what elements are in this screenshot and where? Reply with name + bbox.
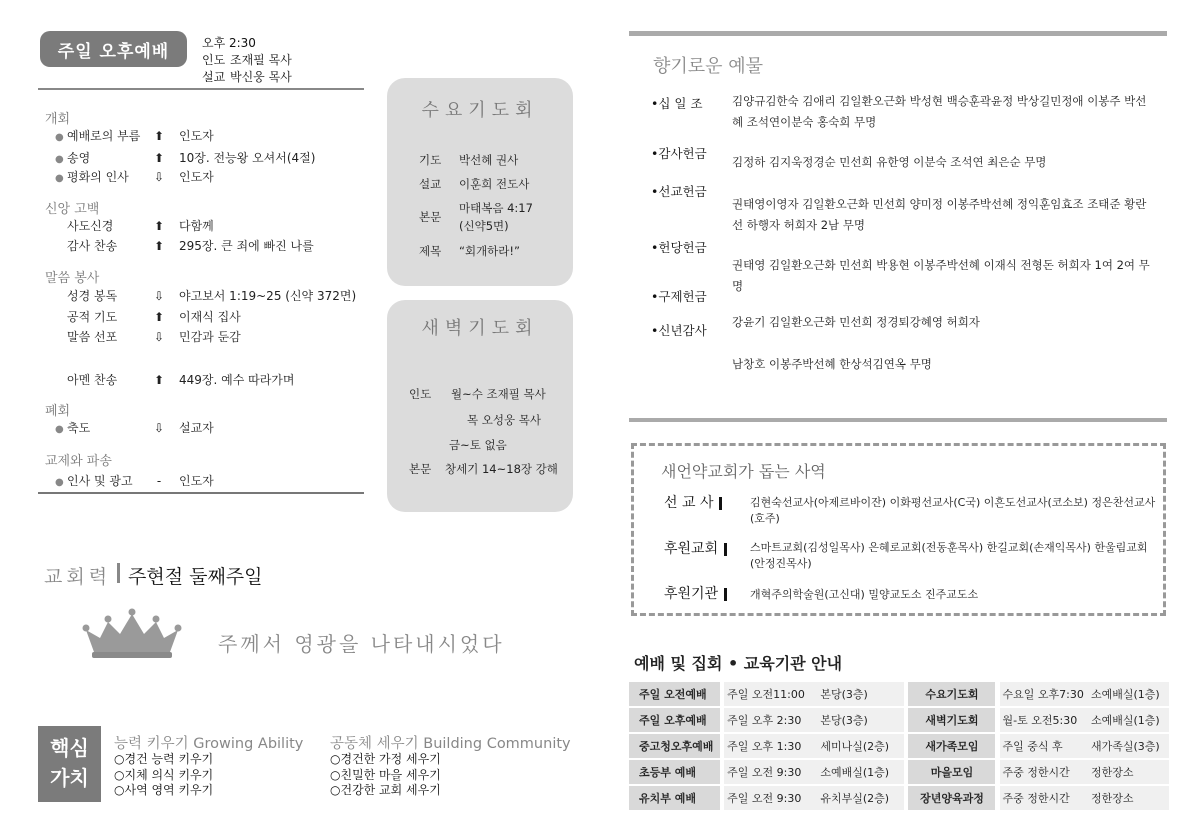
list-item: ○경건한 가정 세우기 <box>330 752 441 766</box>
offering-names: 김양규김한숙 김애리 김일환오근화 박성현 백승훈곽윤정 박상길민정애 이봉주 박선혜 조석연이분숙 홍숙희 무명 <box>732 94 1147 129</box>
offering-names: 김정하 김지욱정경순 민선희 유한영 이분숙 조석연 최은순 무명 <box>732 155 1047 169</box>
divider <box>629 31 1167 36</box>
offering-names: 권태영이영자 김일환오근화 민선희 양미정 이봉주박선혜 정익훈임효조 조태준 황란선 하행자 허희자 2남 무명 <box>732 197 1147 232</box>
offering-category: •신년감사 <box>651 323 707 338</box>
dawn-title: 새벽기도회 <box>421 318 539 339</box>
wednesday-prayer-box <box>387 78 573 286</box>
leader-label: 인도 <box>202 53 226 67</box>
order-item: ● 예배로의 부름 ⬆ 인도자 <box>55 129 214 143</box>
core-values-badge <box>38 726 101 802</box>
ministry-title: 새언약교회가 돕는 사역 <box>661 462 826 481</box>
section-opening: 개회 <box>45 112 71 127</box>
ministry-missionaries: 김현숙선교사(아제르바이잔) 이화평선교사(C국) 이흔도선교사(코소보) 정은찬선교사(호주) <box>750 496 1156 525</box>
table-row: 주일 오후예배 주일 오후 2:30 본당(3층) 새벽기도회 월-토 오전5:30 소예배실(1층) <box>629 708 1169 732</box>
service-time: 오후 2:30 <box>202 36 256 50</box>
community-title: 공동체 세우기 Building Community <box>330 736 571 752</box>
table-row: 중고청오후예배 주일 오후 1:30 세미나실(2층) 새가족모임 주일 중식 후 새가족실(3층) <box>629 734 1169 758</box>
dawn-prayer-box <box>387 300 573 512</box>
service-leader: 조재필 목사 <box>230 53 292 67</box>
order-item: ● 평화의 인사 ⇩ 인도자 <box>55 170 214 184</box>
church-calendar-label: 교회력 <box>44 566 112 588</box>
ministry-category: 후원교회 <box>664 538 727 558</box>
divider <box>38 88 364 90</box>
offering-names: 강윤기 김일환오근화 민선희 정경퇴강혜영 허희자 <box>732 315 980 329</box>
ministry-category: 선 교 사 <box>664 492 722 512</box>
church-calendar-title: 주현절 둘째주일 <box>128 566 263 588</box>
list-item: ○지체 의식 키우기 <box>114 767 214 782</box>
wednesday-subject: “회개하라!” <box>459 244 520 258</box>
order-item: ● 인사 및 광고 - 인도자 <box>55 474 214 488</box>
dawn-leader: 목 오성웅 목사 <box>467 413 541 427</box>
order-item: ● 송영 ⬆ 10장. 전능왕 오셔서(4절) <box>55 151 316 165</box>
divider <box>629 418 1167 422</box>
ministry-category: 후원기관 <box>664 583 727 603</box>
preacher-label: 설교 <box>202 70 226 84</box>
order-item: ● 축도 ⇩ 설교자 <box>55 421 214 435</box>
ministry-organizations: 개혁주의학술원(고신대) 밀양교도소 진주교도소 <box>750 588 979 601</box>
service-title: 주일 오후예배 <box>40 31 187 67</box>
wednesday-text-page: (신약5면) <box>459 219 509 233</box>
label: 본문 <box>419 210 442 224</box>
divider <box>38 492 364 494</box>
posture-icon: ⬆ <box>153 151 165 165</box>
offering-category: •선교헌금 <box>651 184 707 199</box>
label: 설교 <box>419 177 442 191</box>
divider <box>631 443 634 616</box>
list-item: ○경건 능력 키우기 <box>114 752 214 766</box>
posture-icon: ⬆ <box>153 219 165 233</box>
posture-icon: ⬆ <box>153 129 165 143</box>
core-label: 가치 <box>50 766 89 790</box>
service-preacher: 박신웅 목사 <box>230 70 292 84</box>
list-item: ○사역 영역 키우기 <box>114 783 214 797</box>
divider <box>1163 443 1166 616</box>
table-row: 주일 오전예배 주일 오전11:00 본당(3층) 수요기도회 수요일 오후7:30 소예배실(1층) <box>629 682 1169 706</box>
table-row: 유치부 예배 주일 오전 9:30 유치부실(2층) 장년양육과정 주중 정한시간 정한장소 <box>629 786 1169 810</box>
label: 본문 <box>409 462 432 476</box>
offering-category: •구제헌금 <box>651 289 707 304</box>
section-word: 말씀 봉사 <box>45 271 100 286</box>
posture-icon: ⬆ <box>153 373 165 387</box>
wednesday-text: 마태복음 4:17 <box>459 201 533 215</box>
label: 인도 <box>409 387 432 401</box>
crown-icon <box>82 608 182 660</box>
schedule-title: 예배 및 집회 • 교육기관 안내 <box>634 654 843 673</box>
section-closing: 폐회 <box>45 404 71 419</box>
offering-category: •십 일 조 <box>651 96 703 111</box>
posture-icon: ⇩ <box>153 289 165 303</box>
offering-names: 남창호 이봉주박선혜 한상석김연옥 무명 <box>732 357 932 371</box>
label: 기도 <box>419 153 442 167</box>
list-item: ○친밀한 마을 세우기 <box>330 767 441 782</box>
ability-list <box>114 752 213 799</box>
offering-title: 향기로운 예물 <box>653 56 764 77</box>
service-info <box>202 35 292 86</box>
posture-icon: ⇩ <box>153 421 165 435</box>
posture-icon: - <box>156 474 162 488</box>
wednesday-title: 수요기도회 <box>421 100 539 121</box>
section-faith: 신앙 고백 <box>45 202 100 217</box>
wednesday-prayer: 박선혜 권사 <box>459 153 519 167</box>
dawn-leader: 월~수 조재필 목사 <box>451 387 546 401</box>
dawn-text: 창세기 14~18장 강해 <box>445 462 558 476</box>
posture-icon: ⬆ <box>153 310 165 324</box>
section-fellowship: 교제와 파송 <box>45 454 112 469</box>
offering-category: •헌당헌금 <box>651 240 707 255</box>
divider <box>117 563 120 583</box>
ability-title: 능력 키우기 Growing Ability <box>114 736 304 752</box>
list-item: ○건강한 교회 세우기 <box>330 783 441 797</box>
wednesday-sermon: 이훈희 전도사 <box>459 177 530 191</box>
dawn-leader: 금~토 없음 <box>449 438 507 452</box>
label: 제목 <box>419 244 442 258</box>
schedule-table <box>629 680 1169 812</box>
community-list <box>330 752 441 799</box>
offering-names: 권태영 김일환오근화 민선희 박용현 이봉주박선혜 이재식 전형돈 허희자 1여 2여 무명 <box>732 258 1150 293</box>
core-label: 핵심 <box>50 736 89 760</box>
posture-icon: ⬆ <box>153 239 165 253</box>
posture-icon: ⇩ <box>153 330 165 344</box>
posture-icon: ⇩ <box>153 170 165 184</box>
church-calendar-verse: 주께서 영광을 나타내시었다 <box>218 632 505 656</box>
table-row: 초등부 예배 주일 오전 9:30 소예배실(1층) 마을모임 주중 정한시간 정한장소 <box>629 760 1169 784</box>
ministry-churches: 스마트교회(김성일목사) 은혜로교회(전동훈목사) 한길교회(손재익목사) 한울림교회(안정진목사) <box>750 541 1148 570</box>
offering-category: •감사헌금 <box>651 146 707 161</box>
